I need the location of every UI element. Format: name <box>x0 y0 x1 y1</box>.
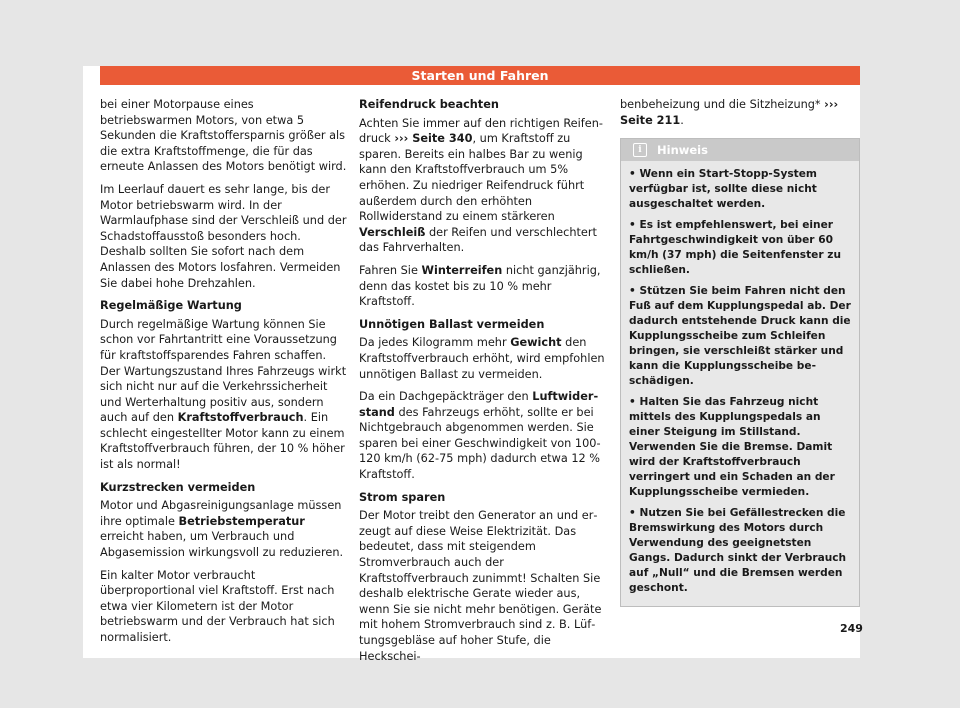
text: Durch regelmäßige Wartung können Sie schon vor Fahrtantritt eine Voraussetzung für kraftstoffsparendes Fahren schaffen. Der Wartungszustand Ihres Fahrzeugs wirkt sich nicht nur auf die Verkehrssicherheit und Werterhaltung positiv aus, sondern auch auf den <box>100 317 347 425</box>
text: nicht ganzjährig, denn das kostet bis zu 10 % mehr Kraftstoff. <box>359 263 601 309</box>
text: Da ein Dachgepäckträger den <box>359 390 533 404</box>
text: Motor und Abgasreinigungsanlage müssen ihre optimale <box>100 499 342 528</box>
text: . <box>680 113 684 127</box>
subheading: Regelmäßige Wartung <box>100 299 242 313</box>
note-item: • Wenn ein Start-Stopp-System verfügbar ist, sollte diese nicht ausgeschaltet werden. <box>629 168 817 211</box>
paragraph <box>620 97 860 128</box>
bold-term: Gewicht <box>510 336 562 350</box>
paragraph: Im Leerlauf dauert es sehr lange, bis der Motor betriebswarm wird. In der Warmlaufphase sind der Verschleiß und der Schadstoffausstoß besonders hoch. Deshalb sollten Sie sofort nach dem Anlassen des Motors losfahren. Vermeiden Sie dabei hohe Drehzahlen. <box>100 182 347 290</box>
paragraph: Ein kalter Motor verbraucht überproportional viel Kraftstoff. Erst nach etwa vier Kilometern ist der Motor betriebswarm und der Verbrauch hat sich normalisiert. <box>100 568 335 644</box>
bold-term: Verschleiß <box>359 225 426 239</box>
text: Da jedes Kilogramm mehr <box>359 336 511 350</box>
paragraph <box>359 389 605 483</box>
page-reference-link[interactable]: ››› Seite 340 <box>394 132 473 146</box>
subheading: Reifendruck beachten <box>359 98 499 111</box>
text: Fahren Sie <box>359 263 422 277</box>
note-item: • Stützen Sie beim Fahren nicht den Fuß auf dem Kupplungspedal ab. Der dadurch entstehende Druck kann die Kupplungsscheibe zum Schleifen bringen, sie verschleißt stärker und kann die Kupplungsscheibe beschädigen. <box>629 285 851 388</box>
note-box <box>620 138 860 607</box>
note-header <box>621 139 859 161</box>
text: den Kraftstoffverbrauch erhöht, wird empfohlen unnötigen Ballast zu vermeiden. <box>359 336 605 381</box>
subheading: Unnötigen Ballast vermeiden <box>359 317 545 331</box>
text: des Fahrzeugs erhöht, sollte er bei Nichtgebrauch abgenommen werden. Sie sparen bei einer Geschwindigkeit von 100-120 km/h (62-75 mph) dadurch etwa 12 % Kraftstoff. <box>359 405 601 482</box>
bold-term: Betriebstemperatur <box>178 514 305 528</box>
paragraph <box>359 116 605 256</box>
bold-term: Winterreifen <box>421 263 503 277</box>
subheading: Kurzstrecken vermeiden <box>100 480 256 494</box>
text: . Ein schlecht eingestellter Motor kann zu einem Kraftstoffverbrauch führen, der 10 % höher ist als normal! <box>100 411 345 472</box>
paragraph <box>359 263 605 310</box>
note-title: Hinweis <box>657 143 708 158</box>
section-header: Starten und Fahren <box>100 66 860 85</box>
text: benbeheizung und die Sitzheizung* <box>620 98 825 111</box>
note-body <box>621 161 859 606</box>
paragraph <box>100 317 348 473</box>
bold-term: Kraftstoffverbrauch <box>177 411 304 425</box>
paragraph <box>100 498 348 560</box>
note-item: • Halten Sie das Fahrzeug nicht mittels des Kupplungspedals an einer Steigung im Stillstand. Verwenden Sie die Bremse. Damit wird der Kraftstoffverbrauch verringert und ein Schaden an der Kupplungsscheibe vermieden. <box>629 396 835 499</box>
subheading: Strom sparen <box>359 490 446 504</box>
column-middle <box>359 97 605 671</box>
column-right <box>620 97 860 607</box>
text: erreicht haben, um Verbrauch und Abgasemission wirkungsvoll zu reduzieren. <box>100 530 344 560</box>
bold-term: Luftwiderstand <box>359 390 599 419</box>
text: , um Kraftstoff zu sparen. Bereits ein halbes Bar zu wenig kann den Kraftstoffverbrauch um 5% erhöhen. Zu niedriger Reifendruck führt außerdem durch den erhöhten Rollwiderstand zu einem stärkeren <box>359 132 585 224</box>
info-icon: i <box>633 143 647 157</box>
note-item: • Es ist empfehlenswert, bei einer Fahrtgeschwindigkeit von über 60 km/h (37 mph) die Seitenfenster zu schließen. <box>629 219 841 277</box>
column-left <box>100 97 348 653</box>
page-reference-link[interactable]: ››› Seite 211 <box>620 98 839 127</box>
paragraph: Der Motor treibt den Generator an und erzeugt auf diese Weise Elektrizität. Das bedeutet, dass mit steigendem Stromverbrauch auch der Kraftstoffverbrauch zunimmt! Schalten Sie deshalb elektrische Gerate wieder aus, wenn Sie sie nicht mehr benötigen. Geräte mit hohem Stromverbrauch sind z. B. Lüftungsgebläse auf hoher Stufe, die Heckschei- <box>359 509 602 663</box>
page-number: 249 <box>840 622 863 635</box>
note-item: • Nutzen Sie bei Gefällestrecken die Bremswirkung des Motors durch Verwendung des geeignetsten Gangs. Dadurch sinkt der Verbrauch auf „Null“ und die Bremsen werden geschont. <box>629 507 847 595</box>
paragraph <box>359 335 605 382</box>
text: der Reifen und verschlechtert das Fahrverhalten. <box>359 225 597 255</box>
text: Achten Sie immer auf den richtigen Reifendruck <box>359 116 603 146</box>
paragraph: bei einer Motorpause eines betriebswarmen Motors, von etwa 5 Sekunden die Kraftstoffersparnis größer als die extra Kraftstoffmenge, die für das erneute Anlassen des Motors benötigt wird. <box>100 98 347 174</box>
